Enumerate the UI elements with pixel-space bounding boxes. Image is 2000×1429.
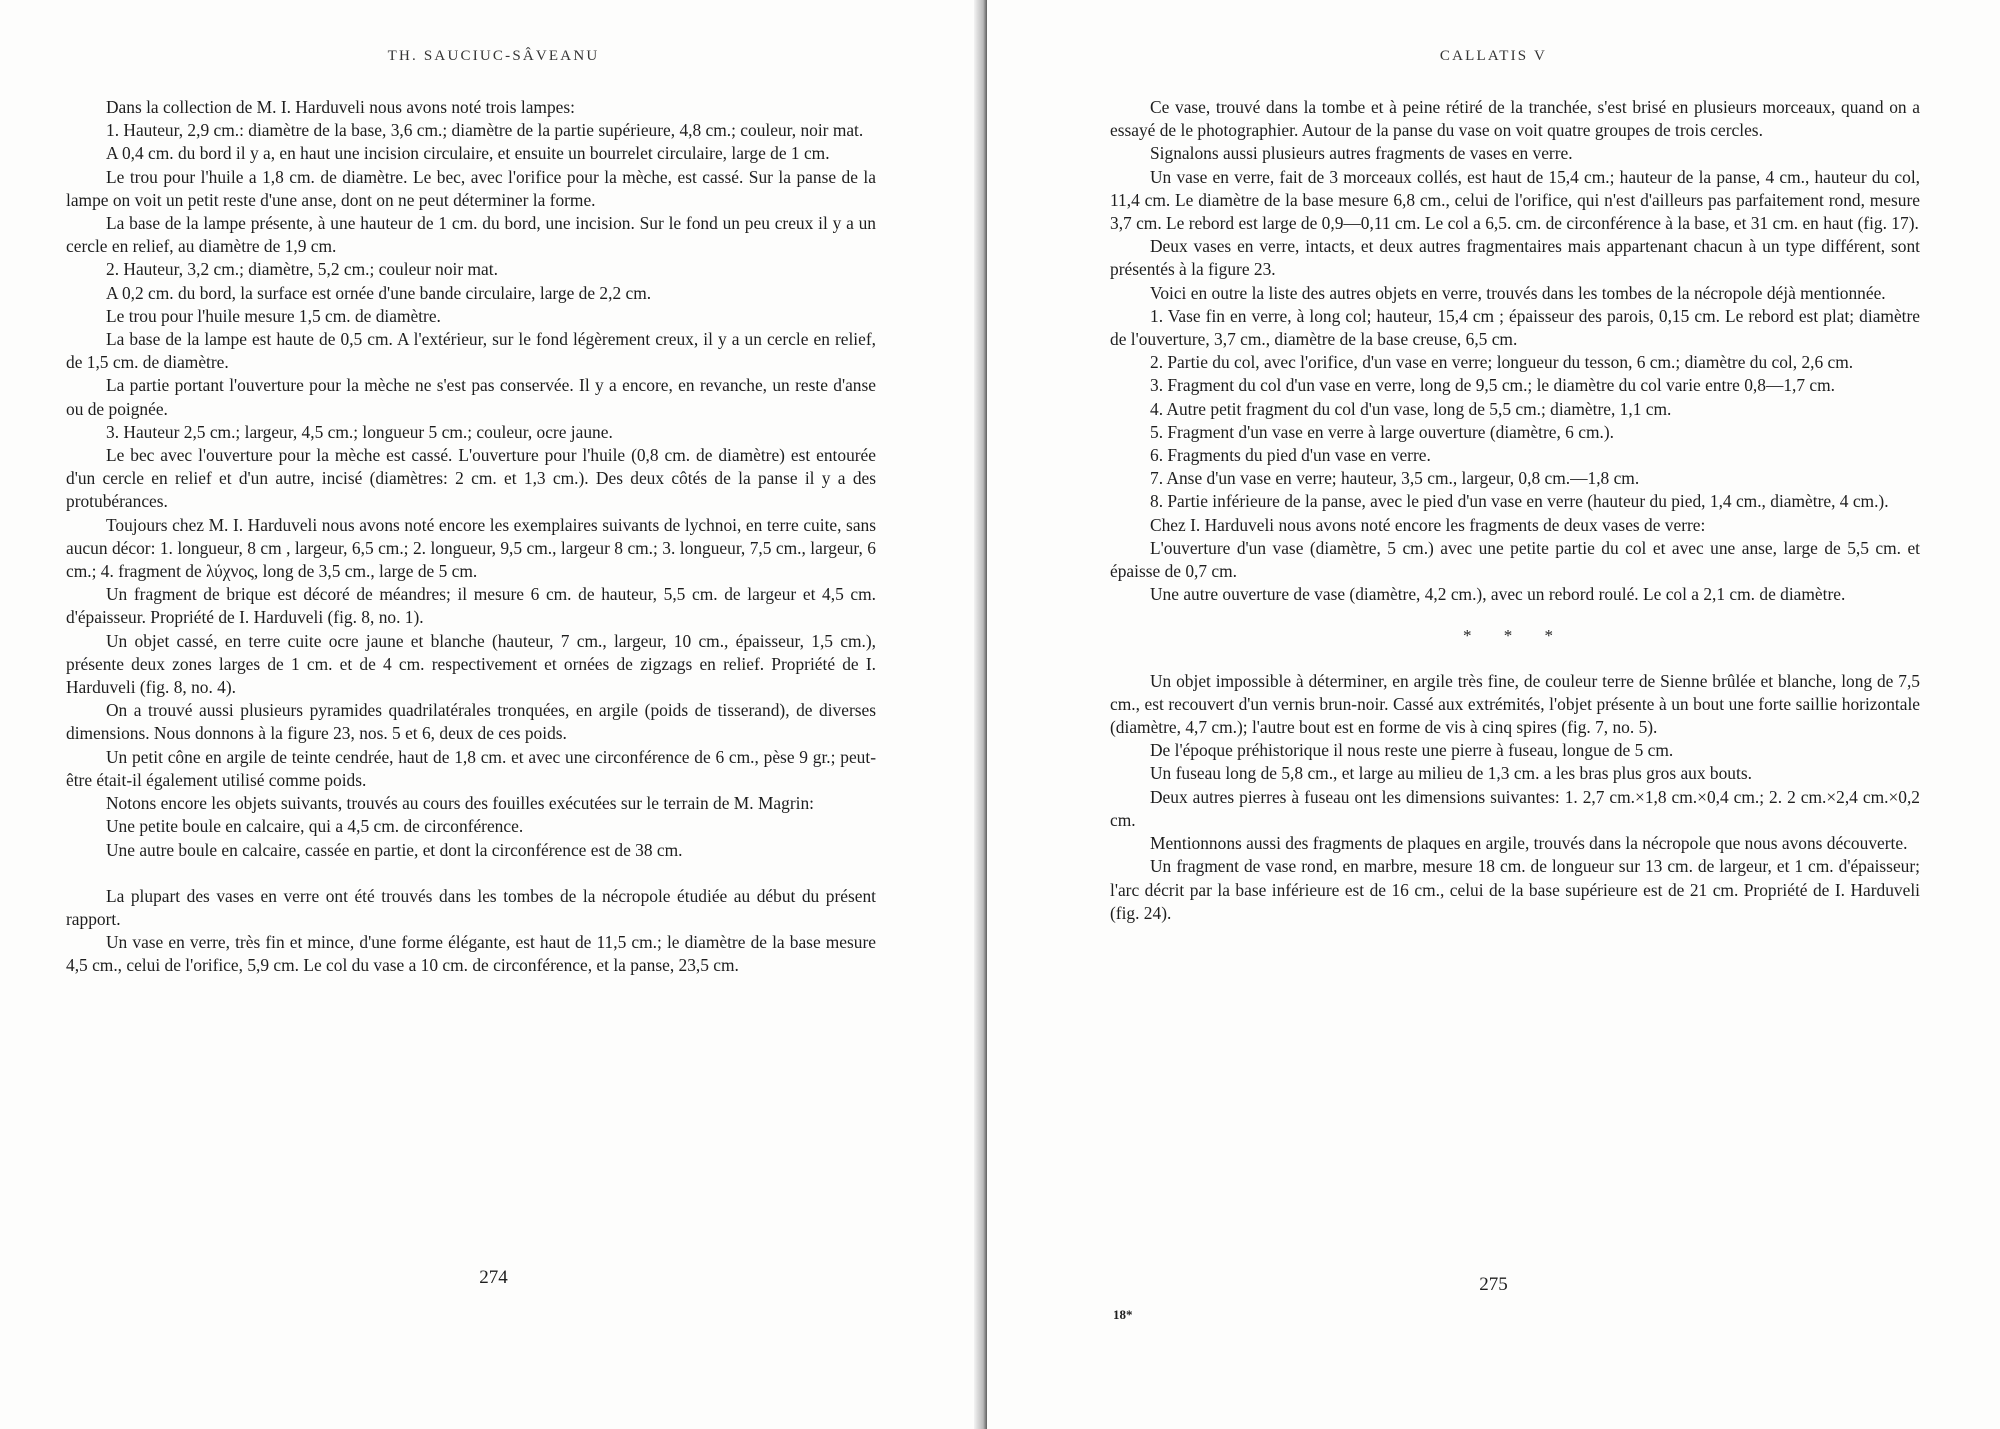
left-page: [0, 0, 987, 1429]
paragraph: Un fuseau long de 5,8 cm., et large au milieu de 1,3 cm. a les bras plus gros aux bouts.: [1150, 763, 1752, 784]
paragraph: 8. Partie inférieure de la panse, avec le pied d'un vase en verre (hauteur du pied, 1,4 cm., diamètre, 4 cm.).: [1150, 491, 1889, 512]
paragraph: Deux autres pierres à fuseau ont les dimensions suivantes: 1. 2,7 cm.×1,8 cm.×0,4 cm.; 2. 2 cm.×2,4 cm.×0,2 cm.: [1110, 786, 1920, 830]
paragraph: 1. Vase fin en verre, à long col; hauteur, 15,4 cm ; épaisseur des parois, 0,15 cm. Le rebord est plat; diamètre de l'ouverture, 3,7 cm., diamètre de la base creuse, 6,5 cm.: [1110, 305, 1920, 350]
paragraph: Une autre boule en calcaire, cassée en partie, et dont la circonférence est de 38 cm.: [106, 839, 683, 860]
running-head: TH. SAUCIUC-SÂVEANU: [387, 48, 600, 64]
paragraph: 5. Fragment d'un vase en verre à large ouverture (diamètre, 6 cm.).: [1150, 421, 1614, 442]
paragraph: Signalons aussi plusieurs autres fragments de vases en verre.: [1150, 143, 1573, 164]
section-separator: * * *: [1463, 626, 1567, 646]
paragraph: La plupart des vases en verre ont été trouvés dans les tombes de la nécropole étudiée au début du présent rapport.: [66, 885, 876, 929]
right-page: [987, 0, 2000, 1429]
page-number: 275: [1479, 1274, 1508, 1295]
paragraph: 3. Fragment du col d'un vase en verre, long de 9,5 cm.; le diamètre du col varie entre 0,8—1,7 cm.: [1150, 375, 1836, 396]
paragraph: On a trouvé aussi plusieurs pyramides quadrilatérales tronquées, en argile (poids de tisserand), de diverses dimensions. Nous donnons à la figure 23, nos. 5 et 6, deux de ces poids.: [66, 700, 876, 744]
signature-mark: 18*: [1113, 1307, 1133, 1322]
paragraph: Le trou pour l'huile a 1,8 cm. de diamètre. Le bec, avec l'orifice pour la mèche, est cassé. Sur la panse de la lampe on voit un petit reste d'une anse, dont on ne peut déterminer la forme.: [66, 166, 876, 210]
paragraph: L'ouverture d'un vase (diamètre, 5 cm.) avec une petite partie du col et avec une anse, large de 5,5 cm. et épaisse de 0,7 cm.: [1110, 537, 1920, 582]
body-text: [1110, 96, 1920, 925]
paragraph: A 0,2 cm. du bord, la surface est ornée d'une bande circulaire, large de 2,2 cm.: [106, 282, 652, 303]
paragraph: Deux vases en verre, intacts, et deux autres fragmentaires mais appartenant chacun à un type différent, sont présentés à la figure 23.: [1110, 236, 1920, 280]
paragraph: 2. Partie du col, avec l'orifice, d'un vase en verre; longueur du tesson, 6 cm.; diamètre du col, 2,6 cm.: [1150, 352, 1854, 373]
page-number: 274: [479, 1267, 508, 1288]
paragraph: De l'époque préhistorique il nous reste une pierre à fuseau, longue de 5 cm.: [1150, 740, 1674, 761]
paragraph: Un vase en verre, fait de 3 morceaux collés, est haut de 15,4 cm.; hauteur de la panse, 4 cm., hauteur du col, 11,4 cm. Le diamètre de la base mesure 6,8 cm., celui de l'orifice, qui n'est d'ailleurs pas parfaitement rond, mesure 3,7 cm. Le rebord est large de 0,9—0,11 cm. Le col a 6,5. cm. de circonférence à la base, et 31 cm. en haut (fig. 17).: [1110, 166, 1920, 234]
paragraph: Le trou pour l'huile mesure 1,5 cm. de diamètre.: [106, 305, 441, 326]
paragraph: Un objet impossible à déterminer, en argile très fine, de couleur terre de Sienne brûlée et blanche, long de 7,5 cm., est recouvert d'un vernis brun-noir. Cassé aux extrémités, l'objet présente à un bout une forte saillie horizontale (diamètre, 4,7 cm.); l'autre bout est en forme de vis à cinq spires (fig. 7, no. 5).: [1110, 670, 1920, 738]
paragraph: Ce vase, trouvé dans la tombe et à peine rétiré de la tranchée, s'est brisé en plusieurs morceaux, quand on a essayé de le photographier. Autour de la panse du vase on voit quatre groupes de trois cercles.: [1110, 97, 1920, 141]
paragraph: La base de la lampe est haute de 0,5 cm. A l'extérieur, sur le fond légèrement creux, il y a un cercle en relief, de 1,5 cm. de diamètre.: [66, 329, 876, 373]
paragraph: Une petite boule en calcaire, qui a 4,5 cm. de circonférence.: [106, 816, 524, 837]
paragraph: Mentionnons aussi des fragments de plaques en argile, trouvés dans la nécropole que nous avons découverte.: [1150, 833, 1908, 854]
body-text: [66, 96, 876, 978]
paragraph: Un objet cassé, en terre cuite ocre jaune et blanche (hauteur, 7 cm., largeur, 10 cm., épaisseur, 1,5 cm.), présente deux zones larges de 1 cm. et de 4 cm. respectivement et ornées de zigzags en relief. Propriété de I. Harduveli (fig. 8, no. 4).: [66, 630, 876, 698]
paragraph: Toujours chez M. I. Harduveli nous avons noté encore les exemplaires suivants de lychnoi, en terre cuite, sans aucun décor: 1. longueur, 8 cm , largeur, 6,5 cm.; 2. longueur, 9,5 cm., largeur 8 cm.; 3. longueur, 7,5 cm., largeur, 6 cm.; 4. fragment de λύχνος, long de 3,5 cm., large de 5 cm.: [66, 514, 876, 582]
paragraph: 2. Hauteur, 3,2 cm.; diamètre, 5,2 cm.; couleur noir mat.: [106, 259, 498, 280]
paragraph: Chez I. Harduveli nous avons noté encore les fragments de deux vases de verre:: [1150, 514, 1706, 535]
paragraph: Un fragment de vase rond, en marbre, mesure 18 cm. de longueur sur 13 cm. de largeur, et 1 cm. d'épaisseur; l'arc décrit par la base inférieure est de 16 cm., celui de la base supérieure est de 21 cm. Propriété de I. Harduveli (fig. 24).: [1110, 856, 1920, 923]
paragraph: Un fragment de brique est décoré de méandres; il mesure 6 cm. de hauteur, 5,5 cm. de largeur et 4,5 cm. d'épaisseur. Propriété de I. Harduveli (fig. 8, no. 1).: [66, 584, 876, 628]
paragraph: A 0,4 cm. du bord il y a, en haut une incision circulaire, et ensuite un bourrelet circulaire, large de 1 cm.: [106, 143, 830, 164]
paragraph: Une autre ouverture de vase (diamètre, 4,2 cm.), avec un rebord roulé. Le col a 2,1 cm. de diamètre.: [1150, 584, 1846, 605]
paragraph: La partie portant l'ouverture pour la mèche ne s'est pas conservée. Il y a encore, en revanche, un reste d'anse ou de poignée.: [66, 375, 876, 419]
paragraph: 3. Hauteur 2,5 cm.; largeur, 4,5 cm.; longueur 5 cm.; couleur, ocre jaune.: [106, 421, 613, 442]
paragraph: Voici en outre la liste des autres objets en verre, trouvés dans les tombes de la nécropole déjà mentionnée.: [1150, 282, 1886, 303]
paragraph: Notons encore les objets suivants, trouvés au cours des fouilles exécutées sur le terrain de M. Magrin:: [106, 793, 814, 814]
paragraph: La base de la lampe présente, à une hauteur de 1 cm. du bord, une incision. Sur le fond un peu creux il y a un cercle en relief, au diamètre de 1,9 cm.: [66, 213, 876, 257]
paragraph: 1. Hauteur, 2,9 cm.: diamètre de la base, 3,6 cm.; diamètre de la partie supérieure, 4,8 cm.; couleur, noir mat.: [106, 120, 864, 141]
paragraph: 4. Autre petit fragment du col d'un vase, long de 5,5 cm.; diamètre, 1,1 cm.: [1150, 398, 1672, 419]
paragraph: Un vase en verre, très fin et mince, d'une forme élégante, est haut de 11,5 cm.; le diamètre de la base mesure 4,5 cm., celui de l'orifice, 5,9 cm. Le col du vase a 10 cm. de circonférence, et la panse, 23,5 cm.: [66, 932, 876, 976]
paragraph: 6. Fragments du pied d'un vase en verre.: [1150, 445, 1431, 466]
paragraph: Dans la collection de M. I. Harduveli nous avons noté trois lampes:: [106, 97, 575, 117]
paragraph: 7. Anse d'un vase en verre; hauteur, 3,5 cm., largeur, 0,8 cm.—1,8 cm.: [1150, 468, 1640, 489]
running-head: CALLATIS V: [1439, 48, 1548, 64]
paragraph: Un petit cône en argile de teinte cendrée, haut de 1,8 cm. et avec une circonférence de 6 cm., pèse 9 gr.; peut-être était-il également utilisé comme poids.: [66, 746, 876, 790]
paragraph: Le bec avec l'ouverture pour la mèche est cassé. L'ouverture pour l'huile (0,8 cm. de diamètre) est entourée d'un cercle en relief et d'un autre, incisé (diamètres: 2 cm. et 1,3 cm.). Des deux côtés de la panse il y a des protubérances.: [66, 445, 876, 512]
